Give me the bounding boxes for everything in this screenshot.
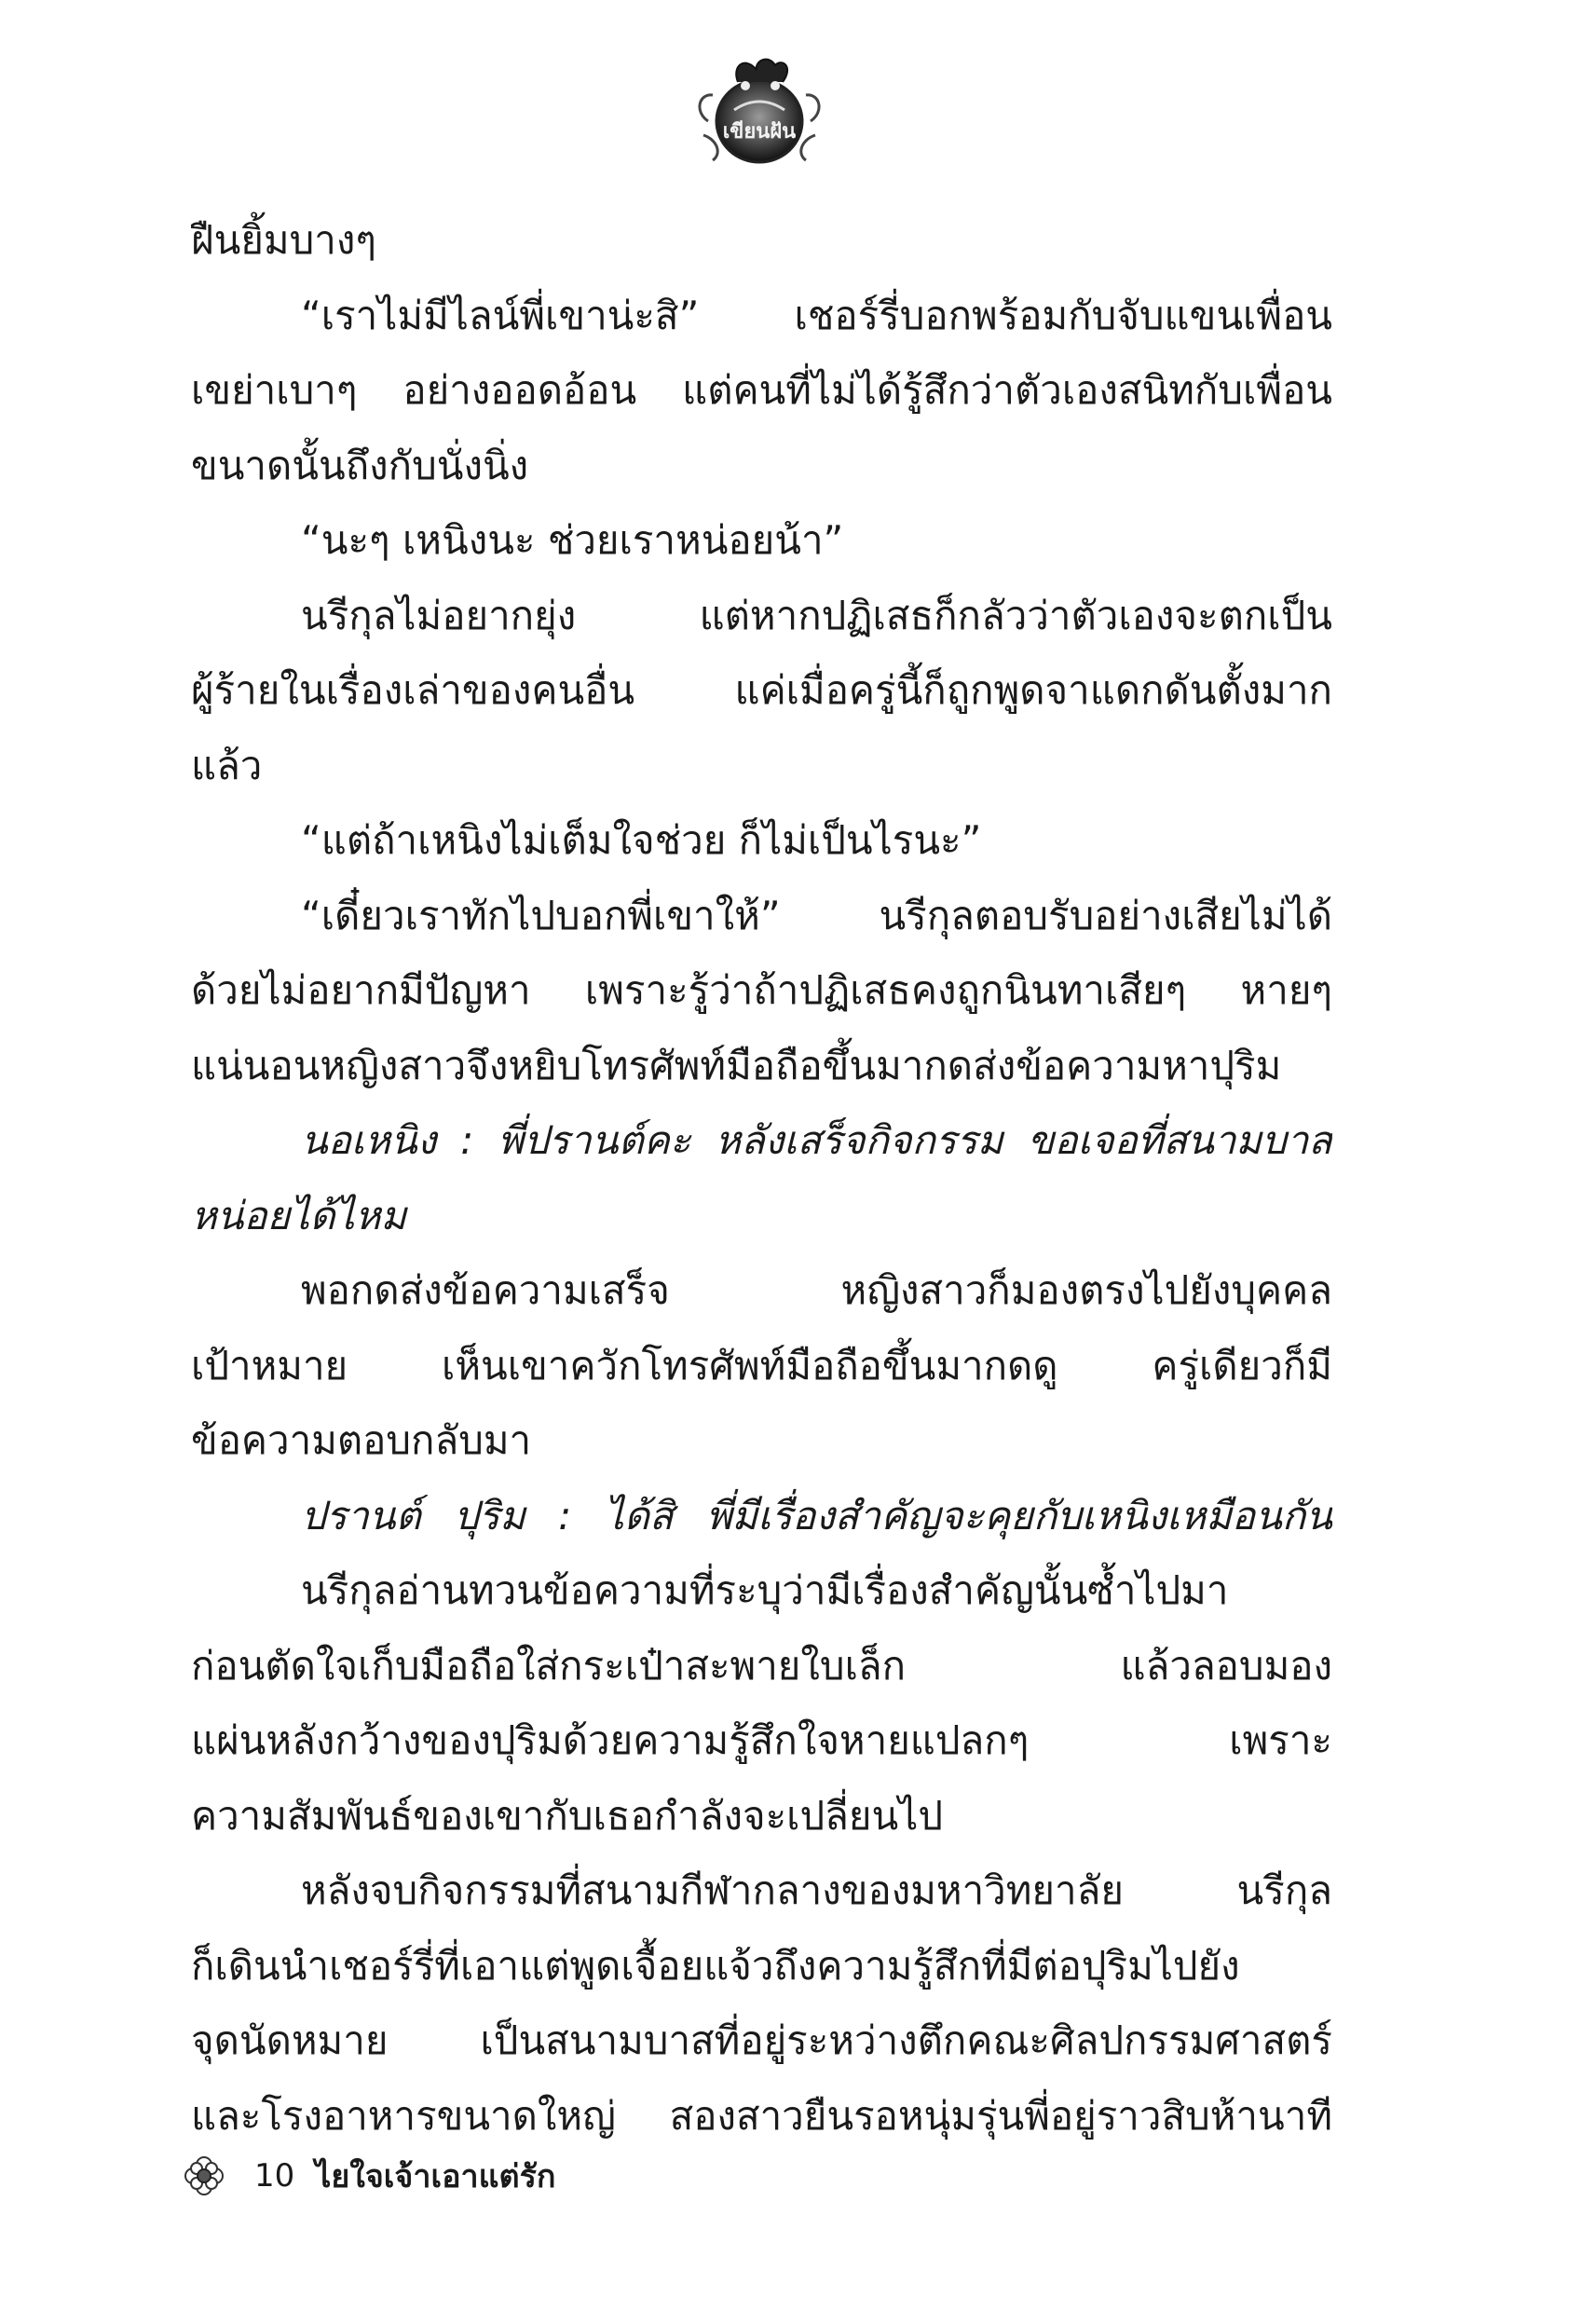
chapter-text: [191, 203, 1332, 2154]
publisher-logo-icon: [689, 37, 829, 177]
text-line: แล้ว: [191, 742, 263, 788]
text-line: จุดนัดหมาย เป็นสนามบาสที่อยู่ระหว่างตึกคณะศิลปกรรมศาสตร์: [191, 2017, 1332, 2063]
publisher-logo-text: เขียนฝัน: [722, 120, 797, 144]
flower-ornament-icon: [182, 2154, 226, 2198]
text-line: ก็เดินนำเชอร์รี่ที่เอาแต่พูดเจื้อยแจ้วถึงความรู้สึกที่มีต่อปุริมไปยัง: [191, 1942, 1240, 1989]
text-line: ขนาดนั้นถึงกับนั่งนิ่ง: [191, 442, 529, 488]
text-line: เขย่าเบาๆ อย่างออดอ้อน แต่คนที่ไม่ได้รู้สึกว่าตัวเองสนิทกับเพื่อน: [191, 367, 1332, 413]
publisher-logo: [689, 37, 829, 177]
page-footer: [182, 2148, 555, 2204]
text-line: ฝืนยิ้มบางๆ: [191, 217, 376, 263]
text-line: นอเหนิง : พี่ปรานต์คะ หลังเสร็จกิจกรรม ขอเจอที่สนามบาส: [301, 1117, 1332, 1163]
text-line: ก่อนตัดใจเก็บมือถือใส่กระเป๋าสะพายใบเล็ก แล้วลอบมอง: [191, 1642, 1332, 1689]
text-line: “นะๆ เหนิงนะ ช่วยเราหน่อยน้า”: [301, 517, 844, 563]
text-line: ข้อความตอบกลับมา: [191, 1417, 532, 1463]
text-line: พอกดส่งข้อความเสร็จ หญิงสาวก็มองตรงไปยังบุคคล: [301, 1267, 1332, 1313]
text-line: “เราไม่มีไลน์พี่เขาน่ะสิ” เชอร์รี่บอกพร้อมกับจับแขนเพื่อน: [301, 292, 1332, 338]
text-line: ผู้ร้ายในเรื่องเล่าของคนอื่น แค่เมื่อครู่นี้ก็ถูกพูดจาแดกดันตั้งมาก: [191, 667, 1332, 713]
text-line: ด้วยไม่อยากมีปัญหา เพราะรู้ว่าถ้าปฏิเสธคงถูกนินทาเสียๆ หายๆ: [191, 967, 1332, 1013]
book-title: ไยใจเจ้าเอาแต่รัก: [315, 2158, 556, 2195]
text-line: แน่นอนหญิงสาวจึงหยิบโทรศัพท์มือถือขึ้นมากดส่งข้อความหาปุริม: [191, 1042, 1282, 1088]
text-line: หน่อยได้ไหม: [191, 1192, 407, 1238]
text-line: “แต่ถ้าเหนิงไม่เต็มใจช่วย ก็ไม่เป็นไรนะ”: [301, 817, 982, 863]
text-line: ความสัมพันธ์ของเขากับเธอกำลังจะเปลี่ยนไป: [191, 1792, 943, 1839]
text-line: เป้าหมาย เห็นเขาควักโทรศัพท์มือถือขึ้นมากดดู ครู่เดียวก็มี: [191, 1342, 1332, 1388]
text-line: ปรานต์ ปุริม : ได้สิ พี่มีเรื่องสำคัญจะคุยกับเหนิงเหมือนกัน: [301, 1492, 1332, 1538]
text-line: “เดี๋ยวเราทักไปบอกพี่เขาให้” นรีกุลตอบรับอย่างเสียไม่ได้: [301, 892, 1332, 938]
text-line: แผ่นหลังกว้างของปุริมด้วยความรู้สึกใจหายแปลกๆ เพราะ: [191, 1717, 1332, 1763]
text-line: และโรงอาหารขนาดใหญ่ สองสาวยืนรอหนุ่มรุ่นพี่อยู่ราวสิบห้านาที: [191, 2092, 1332, 2139]
page-number: 10: [254, 2157, 295, 2195]
text-line: หลังจบกิจกรรมที่สนามกีฬากลางของมหาวิทยาลัย นรีกุล: [301, 1867, 1332, 1913]
text-line: นรีกุลอ่านทวนข้อความที่ระบุว่ามีเรื่องสำคัญนั้นซ้ำไปมา: [301, 1567, 1229, 1613]
text-line: นรีกุลไม่อยากยุ่ง แต่หากปฏิเสธก็กลัวว่าตัวเองจะตกเป็น: [301, 592, 1332, 638]
